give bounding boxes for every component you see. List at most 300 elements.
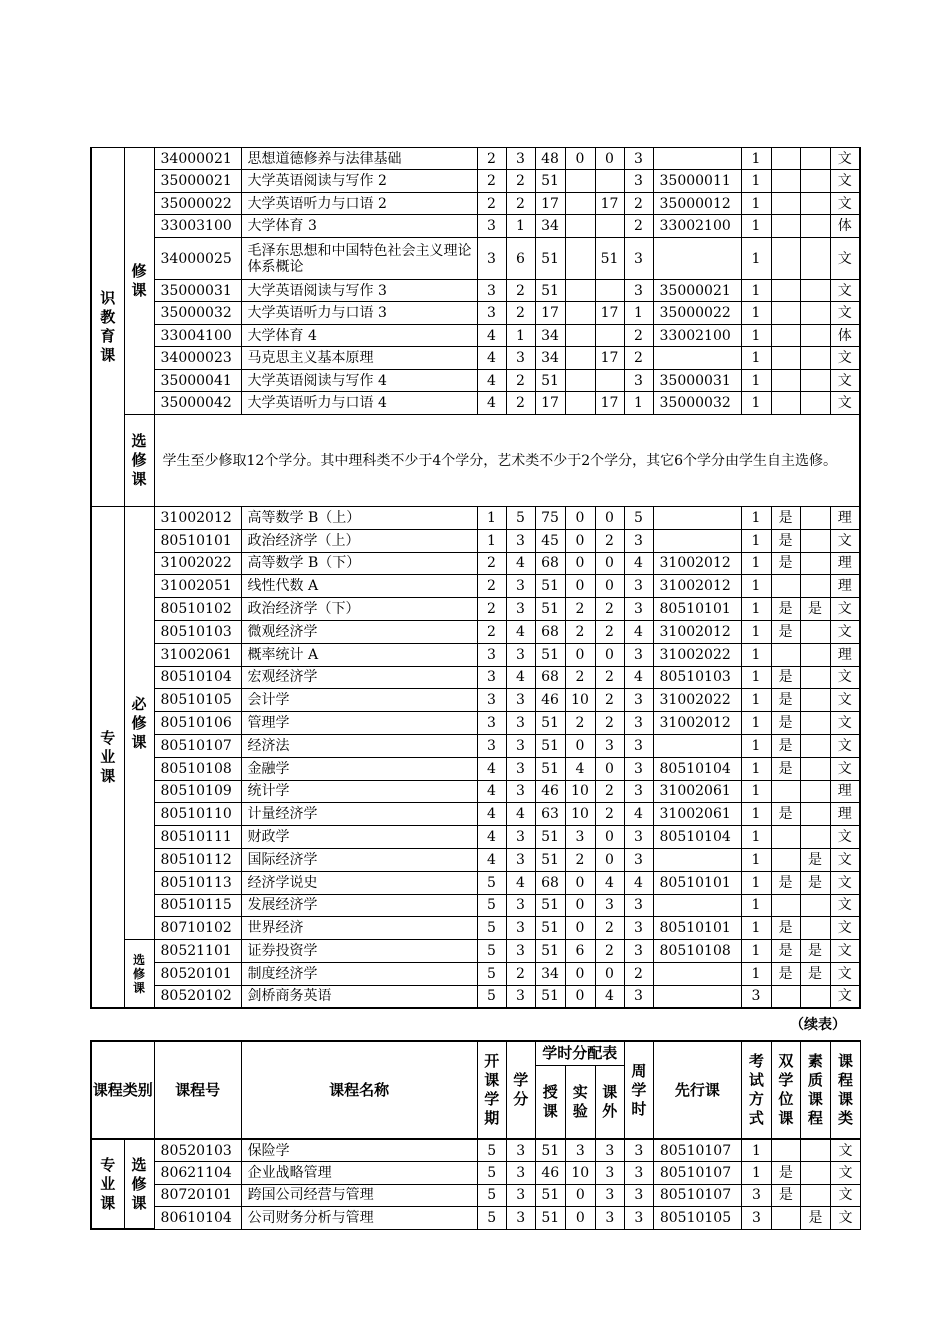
semester: 4 [477, 757, 506, 780]
weekly-hours: 5 [624, 507, 653, 530]
lab-hours [565, 280, 595, 302]
lecture-hours: 51 [535, 734, 565, 757]
table-row [91, 780, 860, 803]
course-code: 34000023 [154, 347, 241, 370]
extra-hours [595, 280, 624, 302]
subcategory-elective-cont-text: 选修课 [131, 1155, 147, 1212]
lab-hours: 0 [565, 962, 595, 985]
lecture-hours: 34 [535, 215, 565, 238]
course-type: 理 [830, 575, 860, 598]
prerequisite: 35000032 [653, 392, 741, 415]
lecture-hours: 17 [535, 392, 565, 415]
weekly-hours: 3 [624, 894, 653, 917]
semester: 2 [477, 598, 506, 621]
lecture-hours: 51 [535, 757, 565, 780]
lab-hours: 0 [565, 643, 595, 666]
course-code: 34000025 [154, 238, 241, 280]
prerequisite: 31002012 [653, 620, 741, 643]
table-row [91, 1162, 861, 1185]
dual-degree [771, 302, 800, 325]
extra-hours: 4 [595, 871, 624, 894]
prerequisite: 35000031 [653, 370, 741, 392]
extra-hours [595, 170, 624, 193]
course-type: 文 [830, 280, 860, 302]
dual-degree: 是 [771, 734, 800, 757]
credit: 3 [506, 689, 535, 712]
extra-hours: 3 [595, 734, 624, 757]
credit: 3 [506, 734, 535, 757]
subcategory-elective-cont [124, 1139, 154, 1229]
lab-hours: 2 [565, 598, 595, 621]
exam-type: 1 [741, 643, 771, 666]
credit: 3 [506, 917, 535, 940]
quality-course [800, 302, 830, 325]
exam-type: 1 [741, 1162, 771, 1185]
credit: 3 [506, 894, 535, 917]
prerequisite: 80510101 [653, 917, 741, 940]
weekly-hours: 2 [624, 347, 653, 370]
course-code: 80710102 [154, 917, 241, 940]
course-name: 线性代数 A [241, 575, 477, 598]
extra-hours: 17 [595, 347, 624, 370]
quality-course [800, 507, 830, 530]
dual-degree [771, 215, 800, 238]
exam-type: 3 [741, 1207, 771, 1230]
quality-course [800, 170, 830, 193]
course-name: 毛泽东思想和中国特色社会主义理论体系概论 [241, 238, 477, 280]
lab-hours [565, 238, 595, 280]
semester: 4 [477, 370, 506, 392]
table-row [91, 325, 860, 347]
lecture-hours: 51 [535, 1207, 565, 1230]
lab-hours: 0 [565, 871, 595, 894]
prerequisite [653, 962, 741, 985]
table-row [91, 848, 860, 871]
course-type: 文 [830, 962, 860, 985]
course-code: 80520101 [154, 962, 241, 985]
semester: 5 [477, 1162, 506, 1185]
prerequisite [653, 347, 741, 370]
table-row [91, 280, 860, 302]
course-name: 高等数学 B（下） [241, 552, 477, 575]
course-name: 大学英语阅读与写作 2 [241, 170, 477, 193]
category-general [91, 148, 124, 507]
weekly-hours: 3 [624, 280, 653, 302]
extra-hours: 0 [595, 826, 624, 849]
table-row [91, 529, 860, 552]
weekly-hours: 4 [624, 871, 653, 894]
weekly-hours: 3 [624, 148, 653, 170]
dual-degree [771, 826, 800, 849]
quality-course [800, 985, 830, 1008]
weekly-hours: 3 [624, 985, 653, 1008]
course-name: 高等数学 B（上） [241, 507, 477, 530]
course-type: 文 [830, 1162, 860, 1185]
weekly-hours: 3 [624, 1162, 653, 1185]
course-name: 经济学说史 [241, 871, 477, 894]
course-type: 文 [830, 148, 860, 170]
prerequisite: 80510107 [653, 1162, 741, 1185]
table-row [91, 917, 860, 940]
exam-type: 1 [741, 734, 771, 757]
exam-type: 1 [741, 370, 771, 392]
course-code: 80510105 [154, 689, 241, 712]
quality-course [800, 803, 830, 826]
semester: 2 [477, 148, 506, 170]
lecture-hours: 68 [535, 552, 565, 575]
prerequisite [653, 238, 741, 280]
subcategory-major-required [124, 507, 154, 940]
semester: 1 [477, 529, 506, 552]
semester: 5 [477, 1184, 506, 1207]
course-type: 文 [830, 238, 860, 280]
lab-hours: 3 [565, 826, 595, 849]
prerequisite: 35000022 [653, 302, 741, 325]
lab-hours: 0 [565, 985, 595, 1008]
prerequisite: 80510107 [653, 1139, 741, 1162]
subcategory-major-elective-text: 选修课 [132, 952, 145, 995]
header-credit: 学分 [506, 1041, 535, 1139]
credit: 3 [506, 1139, 535, 1162]
course-code: 31002051 [154, 575, 241, 598]
extra-hours: 0 [595, 575, 624, 598]
dual-degree [771, 280, 800, 302]
lecture-hours: 68 [535, 620, 565, 643]
weekly-hours: 3 [624, 643, 653, 666]
course-name: 国际经济学 [241, 848, 477, 871]
lab-hours: 4 [565, 757, 595, 780]
exam-type: 1 [741, 552, 771, 575]
dual-degree [771, 1207, 800, 1230]
quality-course [800, 917, 830, 940]
extra-hours: 17 [595, 392, 624, 415]
course-code: 35000032 [154, 302, 241, 325]
extra-hours: 2 [595, 598, 624, 621]
weekly-hours: 3 [624, 575, 653, 598]
course-name: 财政学 [241, 826, 477, 849]
course-code: 80720101 [154, 1184, 241, 1207]
header-category: 课程类别 [91, 1041, 154, 1139]
header-lab: 实验 [565, 1065, 595, 1139]
header-prereq: 先行课 [653, 1041, 741, 1139]
quality-course [800, 643, 830, 666]
table-row [91, 712, 860, 735]
semester: 2 [477, 170, 506, 193]
course-name: 剑桥商务英语 [241, 985, 477, 1008]
course-code: 35000042 [154, 392, 241, 415]
lecture-hours: 51 [535, 712, 565, 735]
course-name: 大学英语听力与口语 2 [241, 193, 477, 215]
credit: 6 [506, 238, 535, 280]
dual-degree [771, 643, 800, 666]
lecture-hours: 51 [535, 1184, 565, 1207]
elective-note-row [91, 415, 860, 507]
course-type: 文 [830, 734, 860, 757]
extra-hours: 2 [595, 780, 624, 803]
dual-degree: 是 [771, 757, 800, 780]
dual-degree: 是 [771, 712, 800, 735]
dual-degree: 是 [771, 598, 800, 621]
exam-type: 1 [741, 215, 771, 238]
quality-course [800, 347, 830, 370]
prerequisite [653, 734, 741, 757]
quality-course [800, 666, 830, 689]
credit: 3 [506, 780, 535, 803]
course-code: 80621104 [154, 1162, 241, 1185]
table-row [91, 215, 860, 238]
prerequisite: 35000021 [653, 280, 741, 302]
table-row [91, 193, 860, 215]
exam-type: 1 [741, 280, 771, 302]
exam-type: 1 [741, 598, 771, 621]
prerequisite [653, 985, 741, 1008]
exam-type: 1 [741, 620, 771, 643]
course-type: 文 [830, 1207, 860, 1230]
course-type: 文 [830, 689, 860, 712]
weekly-hours: 3 [624, 712, 653, 735]
lab-hours [565, 392, 595, 415]
prerequisite: 80510104 [653, 757, 741, 780]
credit: 2 [506, 370, 535, 392]
semester: 3 [477, 689, 506, 712]
course-type: 体 [830, 215, 860, 238]
table-row [91, 1139, 861, 1162]
credit: 2 [506, 392, 535, 415]
table-row [91, 575, 860, 598]
credit: 2 [506, 302, 535, 325]
extra-hours [595, 325, 624, 347]
exam-type: 1 [741, 575, 771, 598]
dual-degree: 是 [771, 1162, 800, 1185]
semester: 3 [477, 734, 506, 757]
course-name: 计量经济学 [241, 803, 477, 826]
subcategory-elective [124, 415, 154, 507]
course-code: 35000031 [154, 280, 241, 302]
semester: 4 [477, 803, 506, 826]
semester: 4 [477, 826, 506, 849]
dual-degree: 是 [771, 962, 800, 985]
table-row [91, 148, 860, 170]
dual-degree [771, 347, 800, 370]
lab-hours: 0 [565, 1207, 595, 1230]
weekly-hours: 3 [624, 689, 653, 712]
course-name: 发展经济学 [241, 894, 477, 917]
lab-hours [565, 215, 595, 238]
lab-hours: 0 [565, 552, 595, 575]
semester: 3 [477, 643, 506, 666]
course-name: 微观经济学 [241, 620, 477, 643]
semester: 4 [477, 347, 506, 370]
prerequisite [653, 529, 741, 552]
prerequisite: 33002100 [653, 325, 741, 347]
dual-degree: 是 [771, 917, 800, 940]
dual-degree [771, 148, 800, 170]
exam-type: 1 [741, 871, 771, 894]
exam-type: 1 [741, 1139, 771, 1162]
table-row [91, 302, 860, 325]
extra-hours: 2 [595, 803, 624, 826]
dual-degree [771, 392, 800, 415]
course-name: 宏观经济学 [241, 666, 477, 689]
table-row [91, 620, 860, 643]
credit: 3 [506, 347, 535, 370]
exam-type: 1 [741, 238, 771, 280]
credit: 4 [506, 620, 535, 643]
dual-degree [771, 894, 800, 917]
quality-course [800, 193, 830, 215]
lab-hours: 0 [565, 575, 595, 598]
course-type: 文 [830, 848, 860, 871]
course-type: 理 [830, 780, 860, 803]
credit: 4 [506, 803, 535, 826]
header-code: 课程号 [154, 1041, 241, 1139]
weekly-hours: 3 [624, 170, 653, 193]
prerequisite: 31002012 [653, 575, 741, 598]
table-row [91, 666, 860, 689]
weekly-hours: 3 [624, 1207, 653, 1230]
weekly-hours: 2 [624, 193, 653, 215]
dual-degree [771, 780, 800, 803]
course-type: 文 [830, 1139, 860, 1162]
continued-label: （续表） [790, 1017, 846, 1033]
quality-course [800, 1139, 830, 1162]
course-code: 31002022 [154, 552, 241, 575]
course-name: 政治经济学（上） [241, 529, 477, 552]
table-row [91, 757, 860, 780]
course-code: 34000021 [154, 148, 241, 170]
quality-course [800, 238, 830, 280]
weekly-hours: 3 [624, 529, 653, 552]
quality-course [800, 826, 830, 849]
semester: 2 [477, 575, 506, 598]
exam-type: 1 [741, 325, 771, 347]
course-code: 80510107 [154, 734, 241, 757]
course-type: 理 [830, 507, 860, 530]
quality-course [800, 1184, 830, 1207]
prerequisite: 80510104 [653, 826, 741, 849]
prerequisite: 80510103 [653, 666, 741, 689]
table-row [91, 552, 860, 575]
lab-hours: 0 [565, 529, 595, 552]
dual-degree: 是 [771, 871, 800, 894]
weekly-hours: 3 [624, 940, 653, 963]
weekly-hours: 4 [624, 803, 653, 826]
course-type: 文 [830, 917, 860, 940]
credit: 3 [506, 148, 535, 170]
course-name: 企业战略管理 [241, 1162, 477, 1185]
extra-hours: 0 [595, 643, 624, 666]
course-code: 35000041 [154, 370, 241, 392]
lab-hours [565, 347, 595, 370]
semester: 2 [477, 552, 506, 575]
semester: 3 [477, 712, 506, 735]
semester: 5 [477, 985, 506, 1008]
course-code: 80510108 [154, 757, 241, 780]
exam-type: 1 [741, 689, 771, 712]
lab-hours: 10 [565, 803, 595, 826]
extra-hours: 2 [595, 917, 624, 940]
course-code: 80510110 [154, 803, 241, 826]
weekly-hours: 3 [624, 757, 653, 780]
lecture-hours: 51 [535, 985, 565, 1008]
semester: 4 [477, 392, 506, 415]
course-code: 80510106 [154, 712, 241, 735]
table-row [91, 871, 860, 894]
lecture-hours: 75 [535, 507, 565, 530]
course-code: 80510109 [154, 780, 241, 803]
dual-degree [771, 325, 800, 347]
lab-hours [565, 370, 595, 392]
quality-course: 是 [800, 940, 830, 963]
quality-course [800, 1162, 830, 1185]
semester: 5 [477, 962, 506, 985]
course-type: 文 [830, 529, 860, 552]
quality-course [800, 215, 830, 238]
weekly-hours: 4 [624, 620, 653, 643]
table-row [91, 803, 860, 826]
course-name: 大学英语阅读与写作 4 [241, 370, 477, 392]
exam-type: 1 [741, 170, 771, 193]
category-major-cont [91, 1139, 124, 1229]
lab-hours [565, 193, 595, 215]
exam-type: 1 [741, 848, 771, 871]
table-row [91, 689, 860, 712]
credit: 3 [506, 575, 535, 598]
semester: 5 [477, 1139, 506, 1162]
lecture-hours: 46 [535, 689, 565, 712]
credit: 3 [506, 1207, 535, 1230]
exam-type: 1 [741, 392, 771, 415]
category-major-text: 专业课 [100, 728, 116, 785]
extra-hours: 2 [595, 666, 624, 689]
quality-course [800, 280, 830, 302]
lab-hours: 0 [565, 507, 595, 530]
prerequisite [653, 894, 741, 917]
course-name: 证券投资学 [241, 940, 477, 963]
course-type: 文 [830, 193, 860, 215]
course-type: 文 [830, 712, 860, 735]
course-table-main [90, 147, 861, 1009]
weekly-hours: 3 [624, 598, 653, 621]
dual-degree [771, 370, 800, 392]
header-dual: 双学位课 [771, 1041, 800, 1139]
course-type: 体 [830, 325, 860, 347]
semester: 4 [477, 780, 506, 803]
lab-hours: 0 [565, 734, 595, 757]
extra-hours: 3 [595, 1184, 624, 1207]
credit: 2 [506, 193, 535, 215]
credit: 3 [506, 1184, 535, 1207]
course-name: 大学体育 4 [241, 325, 477, 347]
extra-hours: 4 [595, 985, 624, 1008]
course-code: 80510104 [154, 666, 241, 689]
lecture-hours: 51 [535, 238, 565, 280]
dual-degree: 是 [771, 620, 800, 643]
dual-degree: 是 [771, 529, 800, 552]
credit: 3 [506, 757, 535, 780]
header-exam: 考试方式 [741, 1041, 771, 1139]
course-name: 跨国公司经营与管理 [241, 1184, 477, 1207]
credit: 3 [506, 712, 535, 735]
course-type: 理 [830, 643, 860, 666]
lab-hours: 0 [565, 1184, 595, 1207]
exam-type: 1 [741, 894, 771, 917]
semester: 2 [477, 193, 506, 215]
extra-hours: 3 [595, 894, 624, 917]
weekly-hours: 4 [624, 666, 653, 689]
course-name: 大学英语听力与口语 4 [241, 392, 477, 415]
extra-hours: 3 [595, 1207, 624, 1230]
